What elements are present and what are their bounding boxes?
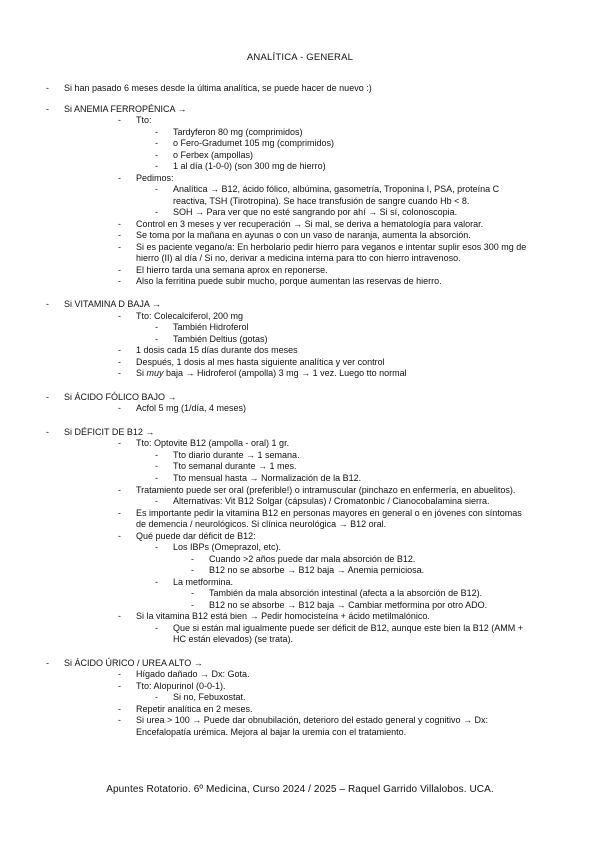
text-line: Que si están mal igualmente puede ser déficit de B12, aunque este bien la B12 (AMM + bbox=[173, 623, 523, 633]
bullet-dash: - bbox=[155, 542, 158, 552]
text-line: Si DÉFICIT DE B12 → bbox=[64, 427, 155, 437]
text-line: B12 no se absorbe → B12 baja → Anemia perniciosa. bbox=[209, 565, 425, 575]
text-line: Analítica → B12, ácido fólico, albúmina, gasometría, Troponina I, PSA, proteína C bbox=[173, 184, 500, 194]
bullet-dash: - bbox=[155, 138, 158, 148]
text-line: Si han pasado 6 meses desde la última analítica, se puede hacer de nuevo :) bbox=[64, 83, 372, 93]
bullet-dash: - bbox=[191, 554, 194, 564]
text-line: Control en 3 meses y ver recuperación → Si mal, se deriva a hematología para valorar. bbox=[136, 219, 484, 229]
bullet-dash: - bbox=[118, 115, 121, 125]
bullet-dash: - bbox=[118, 265, 121, 275]
bullet-dash: - bbox=[118, 345, 121, 355]
text-line: Si ÁCIDO ÚRICO / UREA ALTO → bbox=[64, 658, 203, 668]
bullet-dash: - bbox=[155, 577, 158, 587]
text-line: Si ANEMIA FERROPÉNICA → bbox=[64, 104, 187, 114]
bullet-dash: - bbox=[118, 531, 121, 541]
text-line: 1 al día (1-0-0) (son 300 mg de hierro) bbox=[173, 161, 326, 171]
bullet-dash: - bbox=[155, 322, 158, 332]
text-line: Tto semanal durante → 1 mes. bbox=[173, 461, 297, 471]
text-line: Si urea > 100 → Puede dar obnubilación, deterioro del estado general y cognitivo → Dx: bbox=[136, 715, 488, 725]
bullet-dash: - bbox=[118, 485, 121, 495]
bullet-dash: - bbox=[155, 450, 158, 460]
bullet-dash: - bbox=[118, 311, 121, 321]
bullet-dash: - bbox=[155, 473, 158, 483]
text-line: hierro (II) al día / Si no, derivar a medicina interna para tto con hierro intravenoso. bbox=[136, 253, 461, 263]
text-line: Tratamiento puede ser oral (preferible!) o intramuscular (pinchazo en enfermería, en abuelitos). bbox=[136, 485, 516, 495]
text-line: Cuando >2 años puede dar mala absorción de B12. bbox=[209, 554, 416, 564]
bullet-dash: - bbox=[118, 669, 121, 679]
text-line: También Deltius (gotas) bbox=[173, 334, 268, 344]
bullet-dash: - bbox=[46, 83, 49, 93]
text-line: reactiva, TSH (Tirotropina). Se hace transfusión de sangre cuando Hb < 8. bbox=[173, 196, 470, 206]
text-line: Si ÁCIDO FÓLICO BAJO → bbox=[64, 392, 177, 402]
text-line: Después, 1 dosis al mes hasta siguiente analítica y ver control bbox=[136, 357, 385, 367]
bullet-dash: - bbox=[118, 357, 121, 367]
text-line: Tto: Alopurinol (0-0-1). bbox=[136, 681, 226, 691]
text-line: La metformina. bbox=[173, 577, 234, 587]
text-line: Los IBPs (Omeprazol, etc). bbox=[173, 542, 282, 552]
text-line: Se toma por la mañana en ayunas o con un vaso de naranja, aumenta la absorción. bbox=[136, 230, 471, 240]
bullet-dash: - bbox=[155, 692, 158, 702]
text-line: SOH → Para ver que no esté sangrando por ahí → Si sí, colonoscopia. bbox=[173, 207, 458, 217]
text-line: Encefalopatía urémica. Mejora al bajar la uremia con el tratamiento. bbox=[136, 727, 407, 737]
bullet-dash: - bbox=[191, 565, 194, 575]
text-line: Si muy baja → Hidroferol (ampolla) 3 mg → 1 vez. Luego tto normal bbox=[136, 368, 407, 378]
bullet-dash: - bbox=[118, 704, 121, 714]
bullet-dash: - bbox=[155, 150, 158, 160]
bullet-dash: - bbox=[118, 508, 121, 518]
bullet-dash: - bbox=[118, 242, 121, 252]
text-line: Pedimos: bbox=[136, 173, 174, 183]
text-line: HC están elevados) (se trata). bbox=[173, 634, 294, 644]
bullet-dash: - bbox=[46, 427, 49, 437]
bullet-dash: - bbox=[118, 276, 121, 286]
text-line: Tto diario durante → 1 semana. bbox=[173, 450, 300, 460]
text-line: Si la vitamina B12 está bien → Pedir homocisteína + ácido metilmalónico. bbox=[136, 611, 430, 621]
bullet-dash: - bbox=[46, 392, 49, 402]
text-line: Repetir analítica en 2 meses. bbox=[136, 704, 253, 714]
bullet-dash: - bbox=[118, 438, 121, 448]
text-line: de demencia / neurológicos. Si clínica neurológica → B12 oral. bbox=[136, 519, 387, 529]
bullet-dash: - bbox=[118, 611, 121, 621]
bullet-dash: - bbox=[118, 368, 121, 378]
text-line: Si no, Febuxostat. bbox=[173, 692, 246, 702]
bullet-dash: - bbox=[155, 623, 158, 633]
bullet-dash: - bbox=[155, 496, 158, 506]
text-line: Tardyferon 80 mg (comprimidos) bbox=[173, 127, 303, 137]
text-line: El hierro tarda una semana aprox en reponerse. bbox=[136, 265, 328, 275]
text-line: Tto: Optovite B12 (ampolla - oral) 1 gr. bbox=[136, 438, 290, 448]
bullet-dash: - bbox=[191, 600, 194, 610]
text-line: También Hidroferol bbox=[173, 322, 249, 332]
bullet-dash: - bbox=[118, 681, 121, 691]
text-line: También da mala absorción intestinal (afecta a la absorción de B12). bbox=[209, 588, 483, 598]
text-line: 1 dosis cada 15 días durante dos meses bbox=[136, 345, 298, 355]
text-line: Tto: Colecalciferol, 200 mg bbox=[136, 311, 244, 321]
text-line: Hígado dañado → Dx: Gota. bbox=[136, 669, 250, 679]
bullet-dash: - bbox=[46, 658, 49, 668]
bullet-dash: - bbox=[118, 403, 121, 413]
text-line: Also la ferritina puede subir mucho, porque aumentan las reservas de hierro. bbox=[136, 276, 442, 286]
text-line: Tto: bbox=[136, 115, 152, 125]
text-line: Si es paciente vegano/a: En herbolario pedir hierro para veganos e intentar suplir esos 300 mg de bbox=[136, 242, 527, 252]
text-line: o Ferbex (ampollas) bbox=[173, 150, 254, 160]
bullet-dash: - bbox=[155, 161, 158, 171]
bullet-dash: - bbox=[46, 299, 49, 309]
text-line: Si VITAMINA D BAJA → bbox=[64, 299, 161, 309]
bullet-dash: - bbox=[118, 173, 121, 183]
text-line: B12 no se absorbe → B12 baja → Cambiar metformina por otro ADO. bbox=[209, 600, 488, 610]
page-footer: Apuntes Rotatorio. 6º Medicina, Curso 2024 / 2025 – Raquel Garrido Villalobos. UCA. bbox=[106, 784, 494, 795]
text-line: Alternativas: Vit B12 Solgar (cápsulas) / Cromatonbic / Cianocobalamina sierra. bbox=[173, 496, 490, 506]
text-line: Tto mensual hasta → Normalización de la B12. bbox=[173, 473, 362, 483]
bullet-dash: - bbox=[46, 104, 49, 114]
bullet-dash: - bbox=[118, 219, 121, 229]
text-line: Qué puede dar déficit de B12: bbox=[136, 531, 256, 541]
bullet-dash: - bbox=[118, 715, 121, 725]
bullet-dash: - bbox=[155, 127, 158, 137]
bullet-dash: - bbox=[155, 334, 158, 344]
bullet-dash: - bbox=[155, 207, 158, 217]
bullet-dash: - bbox=[155, 184, 158, 194]
page-title: ANALÍTICA - GENERAL bbox=[246, 52, 354, 63]
bullet-dash: - bbox=[155, 461, 158, 471]
bullet-dash: - bbox=[118, 230, 121, 240]
text-line: Es importante pedir la vitamina B12 en personas mayores en general o en jóvenes con síntomas bbox=[136, 508, 522, 518]
bullet-dash: - bbox=[191, 588, 194, 598]
text-line: o Fero-Gradumet 105 mg (comprimidos) bbox=[173, 138, 335, 148]
text-line: Acfol 5 mg (1/día, 4 meses) bbox=[136, 403, 247, 413]
